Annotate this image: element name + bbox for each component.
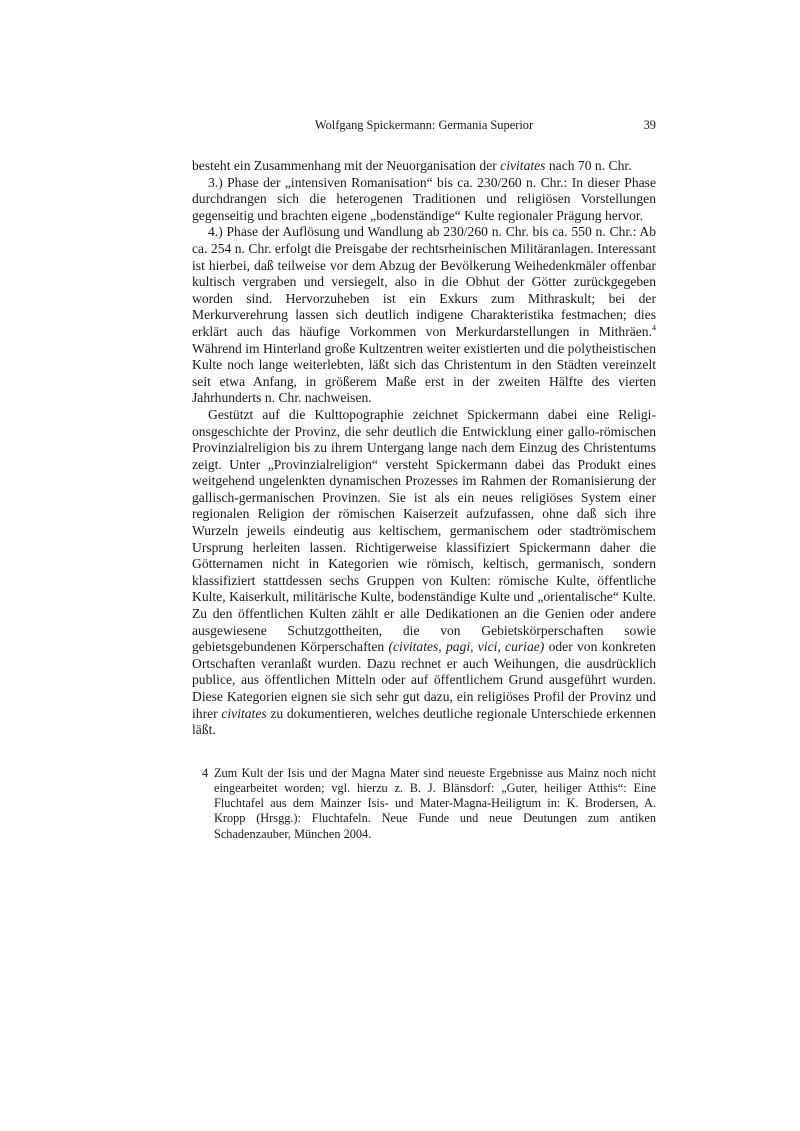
text-run: 4.) Phase der Auflösung und Wandlung ab 230/260 n. Chr. bis ca. 550 n. Chr.: Ab ca. 254 n. Chr. erfolgt die Preisgabe der rechtsrheinischen Militäranlagen. Interessant ist hierbei, daß teilweise vor dem Abzug der Bevölkerung Weihedenkmäler offenbar kultisch vergraben und versiegelt, also in die Obhut der Götter zurückgegeben worden sind. Hervorzuheben ist ein Exkurs zum Mithraskult; bei der Merkurverehrung lassen sich deutlich indigene Charakteristika festmachen; dies erklärt auch das häufige Vorkommen von Merkurdarstellungen in Mithräen. [192,224,656,339]
footnote-text: Zum Kult der Isis und der Magna Mater sind neueste Ergebnisse aus Mainz noch nicht eingearbeitet worden; vgl. hierzu z. B. J. Blänsdorf: „Guter, heiliger Atthis“: Eine Fluchtafel aus dem Mainzer Isis- und Mater-Magna-Heiligtum in: K. Brodersen, A. Kropp (Hrsgg.): Fluchtafeln. Neue Funde und neue Deutungen zum antiken Schadenzauber, München 2004. [214,765,656,841]
running-title: Wolfgang Spickermann: Germania Superior [314,118,534,132]
footnote-number: 4 [202,765,209,780]
footnotes [192,766,656,842]
italic-term: (civitates, pagi, vici, curiae) [388,639,545,655]
paragraph [192,224,656,407]
paragraph [192,407,656,739]
document-page [192,116,656,842]
running-header [192,116,656,136]
text-run: nach 70 n. Chr. [545,158,632,173]
text-run: Während im Hinterland große Kultzentren weiter existierten und die polytheistischen Kulte noch lange weiterlebten, läßt sich das Christentum in den Städten vereinzelt seit etwa Anfang, in größerem Maße erst in der zweiten Hälfte des vierten Jahrhunderts n. Chr. nachweisen. [192,340,656,406]
page-number: 39 [643,118,656,132]
italic-term: civitates [221,705,267,721]
body-text [192,158,656,739]
text-run: zu dokumentieren, welches deutliche regionale Unterschiede erkennen läßt. [192,705,656,738]
text-run: 3.) Phase der „intensiven Romanisation“ bis ca. 230/260 n. Chr.: In dieser Phase durchdrangen sich die heterogenen Traditionen und religiösen Vorstellungen gegenseitig und brachten eigene „bodenständige“ Kulte regionaler Prägung hervor. [192,174,656,223]
text-run: oder von konkreten Ortschaften veranlaßt wurden. Dazu rechnet er auch Weihungen, die ausdrücklich publice, aus öffentlichen Mitteln oder auf öffentlichem Grund ausgeführt wurden. Diese Kategorien eignen sie sich sehr gut dazu, ein religiöses Profil der Provinz und ihrer [192,639,656,721]
footnote [192,766,656,842]
paragraph [192,175,656,225]
paragraph [192,158,656,175]
text-run: besteht ein Zusammenhang mit der Neuorganisation der [192,158,501,173]
italic-term: civitates [500,158,546,173]
text-run: Gestützt auf die Kulttopographie zeichnet Spickermann dabei eine Religionsgeschichte der Provinz, die sehr deutlich die Entwicklung einer gallo-römischen Provinzialreligion bis zu ihrem Untergang lange nach dem Einzug des Christentums zeigt. Unter „Provinzialreligion“ versteht Spickermann dabei das Produkt eines weitgehend ungelenkten dynamischen Prozesses im Rahmen der Romanisierung der gallisch-germanischen Provinzen. Sie ist als ein neues religiöses System einer regionalen Religion der römischen Kaiserzeit aufzufassen, ohne daß sich ihre Wurzeln jeweils eindeutig aus keltischem, germanischem oder stadtrömischem Ursprung herleiten lassen. Richtigerweise klassifiziert Spickermann daher die Götternamen nicht in Kategorien wie römisch, keltisch, germanisch, sondern klassifiziert stattdessen sechs Gruppen von Kulten: römische Kulte, öffentliche Kulte, Kaiserkult, militärische Kulte, bodenständige Kulte und „orientalische“ Kulte. Zu den öffentlichen Kulten zählt er alle Dedikationen an die Genien oder andere ausgewiesene Schutzgottheiten, die von Gebietskörperschaften sowie gebietsgebundenen Körperschaften [192,406,656,655]
footnote-marker[interactable]: 4 [652,323,656,333]
